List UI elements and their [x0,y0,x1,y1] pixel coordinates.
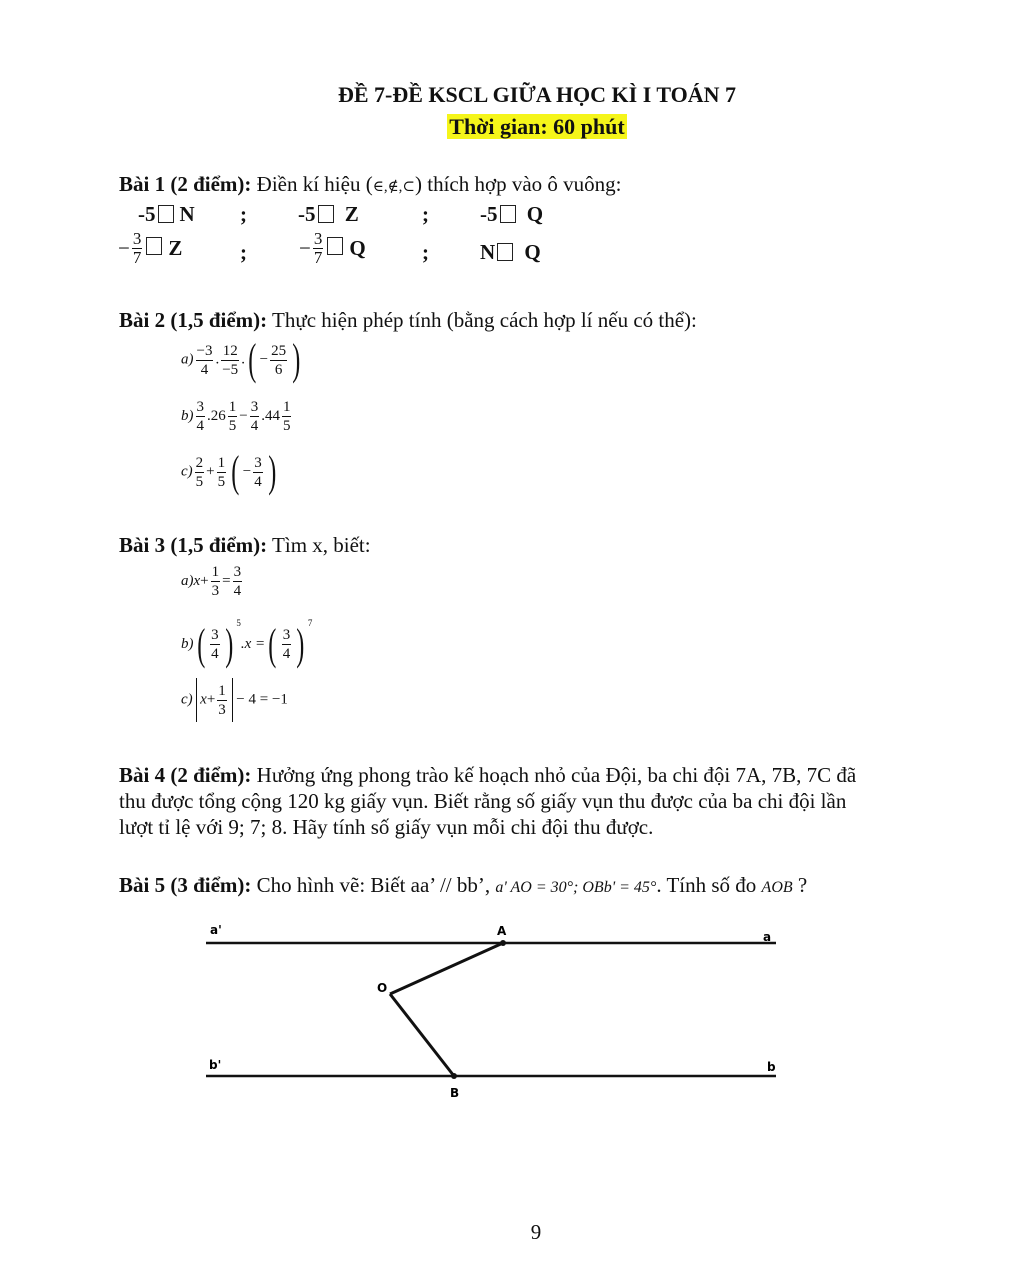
right-paren: ) [268,447,277,496]
label-O: O [377,981,388,995]
dot: . [215,351,220,368]
bai1-prompt-b: ) thích hợp vào ô vuông: [415,172,622,196]
page-title: ĐỀ 7-ĐỀ KSCL GIỮA HỌC KÌ I TOÁN 7 [337,82,737,107]
minus-sign: − [242,463,252,480]
separator: ; [240,240,247,264]
expr-label: b) [181,408,194,424]
bai5-prompt-a: Cho hình vẽ: Biết aa’ // bb’, [256,873,491,897]
minus-sign: − [118,236,130,260]
variable-x: x [200,691,207,708]
denominator: 4 [211,646,219,663]
numerator: 25 [271,342,287,359]
numerator: 3 [233,564,242,580]
label-a-prime: a' [210,923,222,937]
bai1-item-1-1-left: -5 [138,202,156,226]
numerator: 2 [195,454,204,471]
denominator: −5 [222,361,239,378]
point-B [451,1073,457,1079]
denominator: 7 [313,248,323,267]
minus-sign: − [259,351,269,368]
numerator: 3 [132,229,142,248]
denominator: 7 [132,248,142,267]
numerator: 3 [254,454,262,471]
denominator: 5 [195,473,204,490]
equals-sign: = [222,573,231,589]
numerator: 1 [211,564,220,580]
numerator: 3 [211,627,219,644]
numerator: −3 [196,342,213,359]
denominator: 4 [200,361,209,378]
numerator: 3 [196,399,204,415]
bai1-item-2-3-right: Q [524,240,541,264]
bai1-item-1-3-left: -5 [480,202,498,226]
numerator: 1 [228,399,237,415]
expr-label: c) [181,463,193,480]
plus-sign: + [206,691,216,708]
separator: ; [422,240,429,264]
bai3-prompt-text: Tìm x, biết: [272,533,371,557]
whole-part: .44 [261,408,280,424]
bai1-item-1-3-right: Q [526,202,544,226]
bai2-prompt-text: Thực hiện phép tính (bằng cách hợp lí nếu có thể): [272,308,697,332]
bai4-text-1: Hưởng ứng phong trào kế hoạch nhỏ của Đội, ba chi đội 7A, 7B, 7C đã [256,763,857,787]
left-paren: ( [248,335,257,384]
expr-label: c) [181,691,193,708]
left-paren: ( [196,619,205,669]
label-b-prime: b' [209,1058,222,1072]
denominator: 3 [218,701,226,718]
numerator: 3 [313,229,323,248]
bai3-label: Bài 3 (1,5 điểm): [119,533,268,557]
bai1-item-1-1-right: N [179,202,195,226]
denominator: 5 [217,473,226,490]
right-paren: ) [292,335,301,384]
denominator: 4 [250,418,259,434]
separator: ; [240,202,247,226]
whole-part: .26 [207,408,226,424]
denominator: 6 [274,361,283,378]
bai5-prompt-b: . Tính số đo [656,873,757,897]
plus-sign: + [200,573,209,589]
dot: . [241,351,245,368]
expr-label: a) [181,573,194,589]
minus-sign: − [239,408,248,424]
bai1-item-2-2-right: Q [349,236,366,260]
exponent: 7 [307,618,313,628]
bai5-target-angle: AOB [761,879,793,896]
times-x-equals: .x = [240,636,266,653]
numerator: 3 [282,627,291,644]
expr-label: b) [181,636,194,653]
denominator: 4 [254,473,262,490]
bai4-line-3: lượt tỉ lệ với 9; 7; 8. Hãy tính số giấy vụn mỗi chi đội thu được. [119,815,654,839]
bai4-line-2: thu được tổng cộng 120 kg giấy vụn. Biết rằng số giấy vụn thu được của ba chi đội lần [119,789,847,813]
bai5-label: Bài 5 (3 điểm): [119,873,252,897]
right-paren: ) [296,619,305,669]
variable-x: x [193,573,201,589]
bai1-item-2-3-left: N [480,240,496,264]
expr-label: a) [181,351,194,368]
exponent: 5 [236,618,241,628]
bai1-item-2-1-right: Z [168,236,183,260]
left-paren: ( [268,619,277,669]
bai2-label: Bài 2 (1,5 điểm): [119,308,268,332]
bai5-angles: a' AO = 30°; OBb' = 45° [495,879,657,896]
denominator: 4 [233,583,242,599]
point-A [500,940,506,946]
time-limit-text: Thời gian: 60 phút [449,114,625,139]
numerator: 1 [282,399,291,415]
numerator: 1 [218,682,226,699]
label-b: b [767,1060,776,1074]
numerator: 1 [217,454,226,471]
label-A: A [497,924,507,938]
numerator: 12 [222,342,238,359]
numerator: 3 [250,399,259,415]
segment-AO [390,943,503,994]
right-paren: ) [224,619,234,669]
denominator: 5 [228,418,237,434]
minus-sign: − [299,236,311,260]
left-paren: ( [231,447,240,496]
bai1-symbols: ∈,∉,⊂ [372,179,415,195]
denominator: 4 [282,646,291,663]
bai1-label: Bài 1 (2 điểm): [119,172,252,196]
bai1-item-1-2-left: -5 [298,202,316,226]
separator: ; [422,202,429,226]
bai5-question-mark: ? [797,873,808,897]
bai4-label: Bài 4 (2 điểm): [119,763,252,787]
denominator: 3 [211,583,220,599]
denominator: 4 [196,418,204,434]
label-B: B [450,1086,460,1100]
expr-rest: − 4 = −1 [236,691,288,708]
segment-OB [390,994,454,1076]
page-number: 9 [530,1220,542,1244]
label-a: a [763,930,772,944]
bai1-prompt-a: Điền kí hiệu ( [256,172,373,196]
plus-sign: + [206,463,215,480]
denominator: 5 [282,418,291,434]
bai1-item-1-2-right: Z [344,202,359,226]
